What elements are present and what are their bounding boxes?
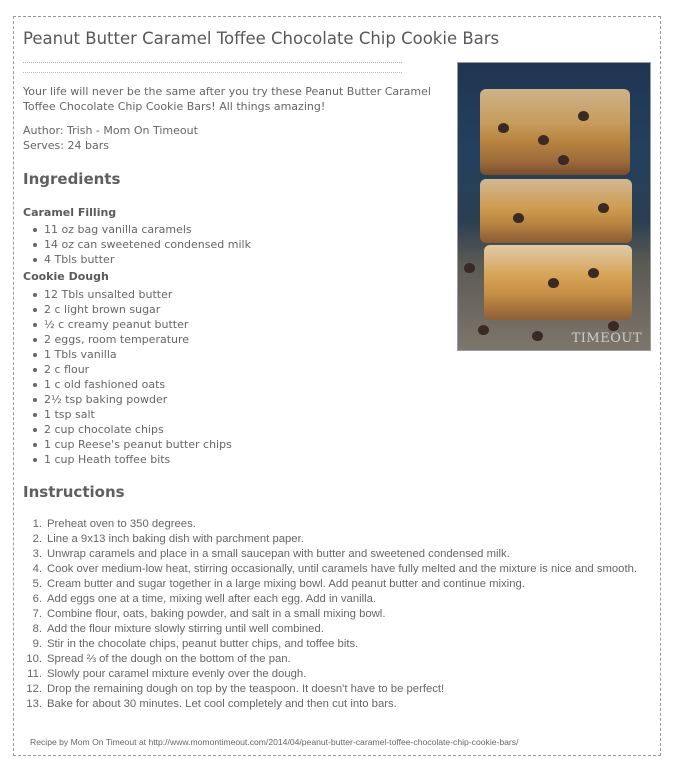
instructions-heading: Instructions (23, 483, 125, 501)
chocolate-chip-shape (478, 325, 489, 335)
chocolate-chip-shape (598, 203, 609, 213)
ingredient-item: 1 Tbls vanilla (23, 347, 232, 362)
recipe-description: Your life will never be the same after you try these Peanut Butter Caramel Toffee Chocolate Chip Cookie Bars! All things amazing! (23, 85, 431, 113)
step-text: Slowly pour caramel mixture evenly over the dough. (47, 668, 307, 680)
step-text: Bake for about 30 minutes. Let cool completely and then cut into bars. (47, 698, 397, 710)
ingredient-item: 2 c flour (23, 362, 232, 377)
chocolate-chip-shape (608, 321, 619, 331)
ingredient-item: 2 cup chocolate chips (23, 422, 232, 437)
cookie-bar-shape (480, 179, 632, 243)
step-number: 10. (26, 653, 42, 665)
chocolate-chip-shape (588, 268, 599, 278)
instruction-step (23, 652, 653, 667)
step-text: Combine flour, oats, baking powder, and salt in a small mixing bowl. (47, 608, 386, 620)
step-number: 1. (32, 518, 42, 530)
ingredient-item: 2 c light brown sugar (23, 302, 232, 317)
step-number: 3. (32, 548, 42, 560)
step-text: Line a 9x13 inch baking dish with parchment paper. (47, 533, 304, 545)
step-number: 12. (26, 683, 42, 695)
step-number: 2. (32, 533, 42, 545)
recipe-card (13, 16, 661, 756)
instruction-step (23, 577, 653, 592)
step-text: Drop the remaining dough on top by the teaspoon. It doesn't have to be perfect! (47, 683, 445, 695)
step-text: Cook over medium-low heat, stirring occasionally, until caramels have fully melted and the mixture is nice and smooth. (47, 563, 638, 575)
photo-watermark: TIMEOUT (571, 331, 642, 346)
chocolate-chip-shape (498, 123, 509, 133)
recipe-credit: Recipe by Mom On Timeout at http://www.momontimeout.com/2014/04/peanut-butter-caramel-toffee-chocolate-chip-cookie-bars/ (30, 737, 519, 747)
ingredient-item: 1 cup Heath toffee bits (23, 452, 232, 467)
instruction-step (23, 532, 653, 547)
ingredient-item: 12 Tbls unsalted butter (23, 287, 232, 302)
ingredient-item: 2½ tsp baking powder (23, 392, 232, 407)
ingredient-item: 1 c old fashioned oats (23, 377, 232, 392)
instruction-step (23, 592, 653, 607)
step-text: Spread ⅔ of the dough on the bottom of the pan. (47, 653, 291, 665)
chocolate-chip-shape (538, 135, 549, 145)
ingredient-item: 1 cup Reese's peanut butter chips (23, 437, 232, 452)
recipe-author: Author: Trish - Mom On Timeout (23, 124, 198, 137)
instruction-step (23, 697, 653, 712)
step-number: 9. (32, 638, 42, 650)
step-text: Preheat oven to 350 degrees. (47, 518, 196, 530)
chocolate-chip-shape (558, 155, 569, 165)
step-number: 5. (32, 578, 42, 590)
chocolate-chip-shape (532, 331, 543, 341)
ingredient-group-title: Cookie Dough (23, 270, 109, 283)
chocolate-chip-shape (578, 111, 589, 121)
step-number: 7. (32, 608, 42, 620)
step-number: 13. (26, 698, 42, 710)
step-number: 6. (32, 593, 42, 605)
divider (23, 62, 402, 63)
instruction-step (23, 562, 653, 577)
chocolate-chip-shape (464, 263, 475, 273)
step-number: 11. (27, 668, 42, 680)
step-number: 8. (32, 623, 42, 635)
step-text: Unwrap caramels and place in a small saucepan with butter and sweetened condensed milk. (47, 548, 510, 560)
chocolate-chip-shape (513, 213, 524, 223)
instruction-step (23, 517, 653, 532)
instruction-list (23, 517, 653, 712)
recipe-meta (23, 123, 198, 153)
instruction-step (23, 637, 653, 652)
step-number: 4. (32, 563, 42, 575)
ingredient-item: 4 Tbls butter (23, 252, 251, 267)
ingredient-item: 14 oz can sweetened condensed milk (23, 237, 251, 252)
ingredient-item: 11 oz bag vanilla caramels (23, 222, 251, 237)
recipe-photo (457, 62, 651, 351)
ingredients-heading: Ingredients (23, 170, 121, 188)
step-text: Cream butter and sugar together in a large mixing bowl. Add peanut butter and continue mixing. (47, 578, 525, 590)
step-text: Add eggs one at a time, mixing well after each egg. Add in vanilla. (47, 593, 377, 605)
divider (23, 72, 402, 73)
ingredient-item: 2 eggs, room temperature (23, 332, 232, 347)
step-text: Add the flour mixture slowly stirring until well combined. (47, 623, 324, 635)
instruction-step (23, 622, 653, 637)
instruction-step (23, 682, 653, 697)
recipe-title: Peanut Butter Caramel Toffee Chocolate Chip Cookie Bars (23, 29, 500, 48)
ingredient-item: 1 tsp salt (23, 407, 232, 422)
ingredient-list-caramel (23, 222, 251, 267)
instruction-step (23, 607, 653, 622)
recipe-serves: Serves: 24 bars (23, 139, 109, 152)
chocolate-chip-shape (548, 278, 559, 288)
ingredient-list-dough (23, 287, 232, 467)
ingredient-item: ½ c creamy peanut butter (23, 317, 232, 332)
step-text: Stir in the chocolate chips, peanut butter chips, and toffee bits. (47, 638, 359, 650)
ingredient-group-title: Caramel Filling (23, 206, 117, 219)
instruction-step (23, 547, 653, 562)
instruction-step (23, 667, 653, 682)
